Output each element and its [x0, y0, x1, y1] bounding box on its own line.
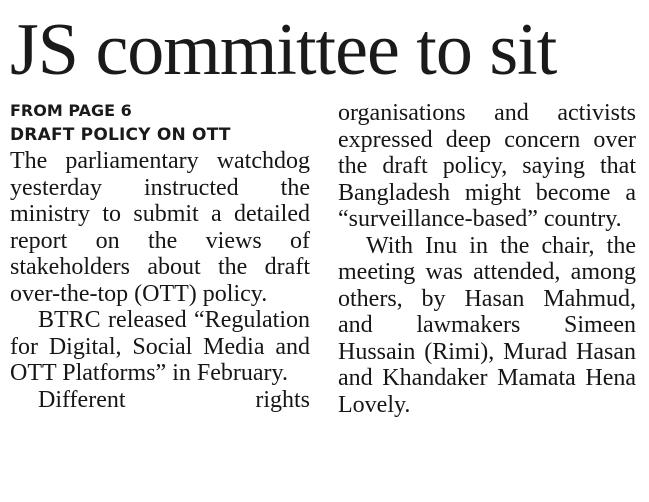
article-paragraph: BTRC released “Regulation for Digital, Social Media and OTT Platforms” in February. [10, 307, 310, 386]
article-paragraph: With Inu in the chair, the meeting was attended, among others, by Hasan Mahmud, and lawmakers Simeen Hussain (Rimi), Murad Hasan and Khandaker Mamata Hena Lovely. [338, 232, 636, 418]
article-paragraph: Different rights [38, 386, 310, 413]
article-column-right [338, 100, 636, 418]
headline: JS committee to sit [10, 9, 557, 91]
article-column-left [10, 100, 310, 413]
article-paragraph: organisations and activists expressed deep concern over the draft policy, saying that Bangladesh might become a “surveillance-based” country. [338, 100, 636, 232]
article-subhead: DRAFT POLICY ON OTT [10, 125, 231, 145]
continuation-kicker: FROM PAGE 6 [10, 101, 132, 120]
article-paragraph: The parliamentary watchdog yesterday instructed the ministry to submit a detailed report on the views of stakeholders about the draft over-the-top (OTT) policy. [10, 148, 310, 307]
